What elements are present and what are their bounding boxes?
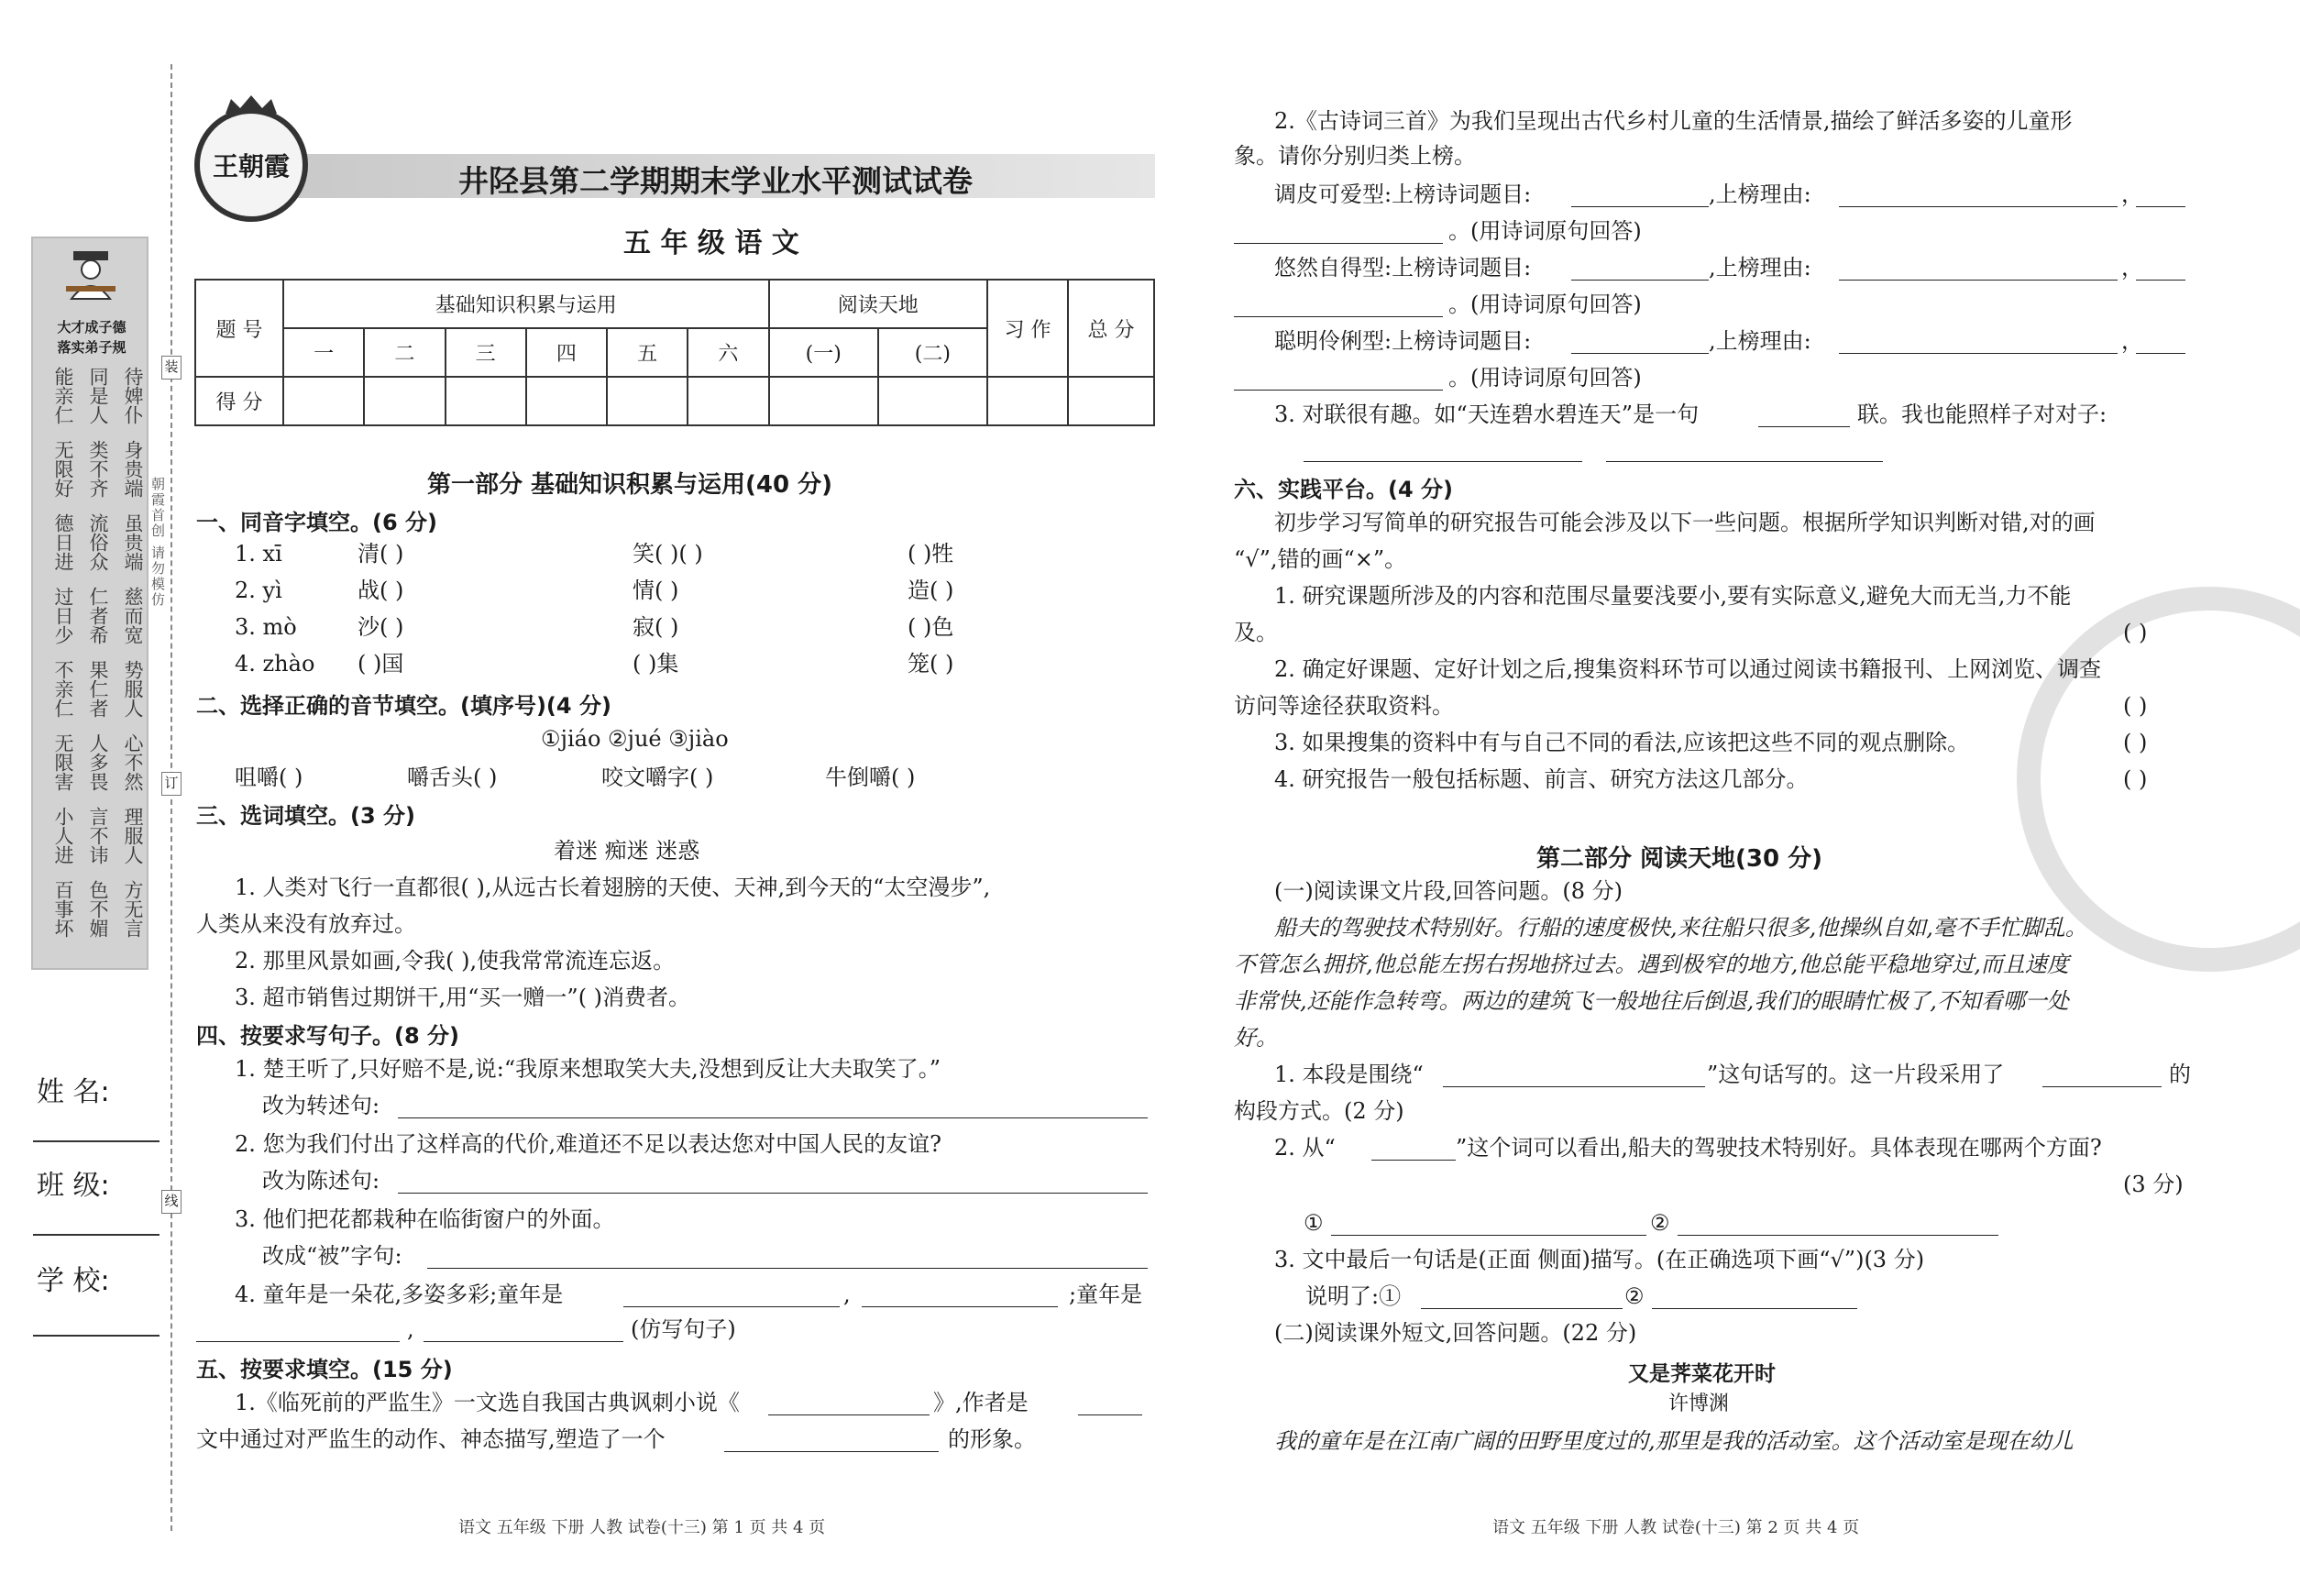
rank-comma: ， [2121, 328, 2143, 354]
rank-reason-answer-3[interactable] [1234, 367, 1443, 391]
q4-item-4-note: (仿写句子) [631, 1316, 736, 1342]
q4-answer-4a[interactable] [623, 1283, 840, 1307]
reading2-title: (二)阅读课外短文,回答问题。(22 分) [1274, 1320, 1637, 1346]
sidebar-verse-fragment: 同是人 [87, 367, 109, 424]
rank-note: 。(用诗词原句回答) [1448, 218, 1642, 244]
q5-item-3b: 联。我也能照样子对对子: [1857, 402, 2107, 427]
q3-words: 着迷 痴迷 迷惑 [554, 838, 700, 864]
q3-item-1b: 人类从来没有放弃过。 [196, 911, 416, 937]
sidebar-verse-fragment: 百事坏 [52, 880, 74, 938]
reading1-q2b: ”这个词可以看出,船夫的驾驶技术特别好。具体表现在哪两个方面? [1456, 1135, 2102, 1161]
school-label: 学 校: [37, 1265, 110, 1297]
publisher-logo [194, 108, 308, 222]
page-footer-1: 语文 五年级 下册 人教 试卷(十三) 第 1 页 共 4 页 [458, 1518, 826, 1537]
q4-item-3: 3. 他们把花都栽种在临街窗户的外面。 [235, 1206, 615, 1232]
score-cell[interactable] [878, 377, 987, 425]
class-label: 班 级: [37, 1170, 110, 1202]
q4-comma: , [843, 1282, 851, 1307]
q4-item-3-prompt: 改成“被”字句: [262, 1243, 402, 1269]
reading1-q3-circle-2: ② [1624, 1283, 1645, 1309]
score-table [194, 279, 1155, 426]
page-footer-2: 语文 五年级 下册 人教 试卷(十三) 第 2 页 共 4 页 [1492, 1518, 1860, 1537]
score-header-tihao: 题 号 [195, 280, 283, 377]
sidebar-verse-fragment: 势服人 [122, 660, 144, 718]
crown-icon [224, 95, 279, 116]
q1-blank-item[interactable]: 寂( ) [633, 614, 679, 640]
rank-note: 。(用诗词原句回答) [1448, 292, 1642, 317]
sidebar-verse-fragment: 待婢仆 [122, 367, 144, 424]
rank-reason-answer-3[interactable] [1234, 220, 1443, 244]
score-cell[interactable] [446, 377, 526, 425]
q6-item-2: 2. 确定好课题、定好计划之后,搜集资料环节可以通过阅读书籍报刊、上网浏览、调查 [1274, 656, 2102, 682]
q5-item-2b: 象。请你分别归类上榜。 [1234, 143, 1476, 169]
q1-blank-item[interactable]: 情( ) [633, 578, 679, 603]
score-col: 一 [283, 328, 364, 377]
q2-item-2[interactable]: 嚼舌头( ) [407, 765, 498, 790]
reading1-para-1: 船夫的驾驶技术特别好。行船的速度极快,来往船只很多,他操纵自如,毫不手忙脚乱。 [1274, 915, 2087, 941]
reading1-q1-answer-a[interactable] [1443, 1063, 1705, 1087]
sidebar-verse-fragment: 仁者希 [87, 587, 109, 644]
reading1-q3-answer-1[interactable] [1421, 1285, 1623, 1309]
q3-item-3[interactable]: 3. 超市销售过期饼干,用“买一赠一”( )消费者。 [235, 985, 691, 1010]
rank-reason-answer-2[interactable] [2136, 183, 2185, 207]
reading1-q1d: 构段方式。(2 分) [1234, 1098, 1404, 1124]
sidebar-verse-fragment: 德日进 [52, 513, 74, 571]
part2-heading: 第二部分 阅读天地(30 分) [1536, 845, 1823, 873]
q6-answer-2[interactable]: ( ) [2123, 693, 2148, 719]
reading1-q2-answer[interactable] [1371, 1137, 1456, 1161]
rank-title-answer[interactable] [1571, 257, 1709, 281]
q1-blank-item[interactable]: 造( ) [908, 578, 954, 603]
story-para-1: 我的童年是在江南广阔的田野里度过的,那里是我的活动室。这个活动室是现在幼儿 [1274, 1428, 2074, 1454]
score-row-label: 得 分 [195, 377, 283, 425]
score-col: 三 [446, 328, 526, 377]
q2-item-3[interactable]: 咬文嚼字( ) [601, 765, 714, 790]
q4-title: 四、按要求写句子。(8 分) [196, 1023, 459, 1049]
q1-blank-item[interactable]: 清( ) [358, 541, 404, 567]
sidebar-verse-fragment: 过日少 [52, 587, 74, 644]
q1-pinyin: 4. zhào [235, 651, 315, 677]
q4-item-1: 1. 楚王听了,只好赔不是,说:“我原来想取笑大夫,没想到反让大夫取笑了。” [235, 1056, 941, 1082]
q2-item-4[interactable]: 牛倒嚼( ) [825, 765, 916, 790]
q5-book-answer[interactable] [768, 1392, 930, 1415]
q4-comma-2: , [407, 1316, 414, 1342]
rank-comma: ， [2121, 255, 2143, 281]
sidebar-verse-fragment: 果仁者 [87, 660, 109, 718]
sidebar-verse-fragment: 无限害 [52, 733, 74, 791]
scholar-figure-icon [64, 246, 117, 301]
name-field[interactable] [33, 1140, 160, 1142]
rank-reason-label: ,上榜理由: [1709, 182, 1811, 207]
binding-seal-1: 装 [161, 356, 182, 380]
score-col: 六 [688, 328, 768, 377]
score-cell[interactable] [688, 377, 768, 425]
reading1-para-2: 不管怎么拥挤,他总能左拐右拐地挤过去。遇到极窄的地方,他总能平稳地穿过,而且速度 [1234, 952, 2069, 977]
q4-answer-2[interactable] [398, 1170, 1148, 1194]
q6-answer-4[interactable]: ( ) [2123, 766, 2148, 792]
sidebar-motto-2: 落实弟子规 [57, 339, 127, 356]
rank-label: 悠然自得型:上榜诗词题目: [1274, 255, 1532, 281]
q1-blank-item[interactable]: ( )集 [633, 651, 679, 677]
q4-item-2: 2. 您为我们付出了这样高的代价,难道还不足以表达您对中国人民的友谊? [235, 1131, 942, 1157]
q5-image-answer[interactable] [724, 1428, 939, 1452]
class-field[interactable] [33, 1234, 160, 1236]
name-label: 姓 名: [37, 1076, 110, 1108]
sidebar-verse-fragment: 不亲仁 [52, 660, 74, 718]
binding-cut-line [171, 64, 172, 1531]
q1-pinyin: 2. yì [235, 578, 282, 603]
rank-label: 聪明伶俐型:上榜诗词题目: [1274, 328, 1532, 354]
binding-seal-2: 订 [161, 772, 182, 796]
exam-subtitle: 五 年 级 语 文 [623, 227, 799, 259]
sidebar-motto-panel [31, 237, 149, 970]
reading1-q3: 3. 文中最后一句话是(正面 侧面)描写。(在正确选项下画“√”)(3 分) [1274, 1247, 1925, 1272]
reading1-para-4: 好。 [1234, 1025, 1278, 1051]
score-col: 五 [607, 328, 688, 377]
q5-item-2: 2.《古诗词三首》为我们呈现出古代乡村儿童的生活情景,描绘了鲜活多姿的儿童形 [1274, 108, 2073, 134]
q1-blank-item[interactable]: ( )色 [908, 614, 954, 640]
q4-answer-1[interactable] [398, 1095, 1148, 1118]
q6-answer-3[interactable]: ( ) [2123, 730, 2148, 755]
q2-title: 二、选择正确的音节填空。(填序号)(4 分) [196, 693, 611, 719]
q1-blank-item[interactable]: 笼( ) [908, 651, 954, 677]
exam-title: 井陉县第二学期期末学业水平测试试卷 [458, 163, 973, 199]
q3-item-1[interactable]: 1. 人类对飞行一直都很( ),从远古长着翅膀的天使、天神,到今天的“太空漫步”, [235, 875, 991, 900]
q4-answer-3[interactable] [427, 1245, 1148, 1269]
rank-reason-label: ,上榜理由: [1709, 328, 1811, 354]
q4-item-4: 4. 童年是一朵花,多姿多彩;童年是 [235, 1282, 564, 1307]
q4-answer-4c[interactable] [196, 1318, 400, 1342]
q6-item-3: 3. 如果搜集的资料中有与自己不同的看法,应该把这些不同的观点删除。 [1274, 730, 1970, 755]
q5-item-1d: 的形象。 [948, 1426, 1036, 1452]
q4-item-1-prompt: 改为转述句: [262, 1093, 380, 1118]
score-header-xizuo: 习 作 [987, 280, 1068, 377]
rank-note: 。(用诗词原句回答) [1448, 365, 1642, 391]
score-col: (二) [878, 328, 987, 377]
rank-reason-label: ,上榜理由: [1709, 255, 1811, 281]
score-cell[interactable] [987, 377, 1068, 425]
reading1-q2-answer-2[interactable] [1678, 1212, 1998, 1236]
reading1-q1c: 的 [2169, 1062, 2191, 1087]
score-header-total: 总 分 [1068, 280, 1154, 377]
q1-blank-item[interactable]: 沙( ) [358, 614, 404, 640]
score-header-group2: 阅读天地 [769, 280, 987, 328]
q2-item-1[interactable]: 咀嚼( ) [235, 765, 303, 790]
score-cell[interactable] [607, 377, 688, 425]
sidebar-verse-fragment: 言不讳 [87, 807, 109, 864]
reading1-q1-answer-b[interactable] [2042, 1063, 2162, 1087]
sidebar-verse-fragment: 人多畏 [87, 733, 109, 791]
sidebar-motto-1: 大才成子德 [57, 319, 127, 336]
score-cell[interactable] [769, 377, 878, 425]
reading1-para-3: 非常快,还能作急转弯。两边的建筑飞一般地往后倒退,我们的眼睛忙极了,不知看哪一处 [1234, 988, 2069, 1014]
sidebar-verse-fragment: 流俗众 [87, 513, 109, 571]
q4-item-2-prompt: 改为陈述句: [262, 1168, 380, 1194]
q2-options: ①jiáo ②jué ③jiào [541, 726, 729, 752]
q3-item-2[interactable]: 2. 那里风景如画,令我( ),使我常常流连忘返。 [235, 948, 676, 974]
rank-reason-answer-2[interactable] [2136, 257, 2185, 281]
sidebar-verse-fragment: 小人进 [52, 807, 74, 864]
sidebar-verse-fragment: 能亲仁 [52, 367, 74, 424]
q5-author-answer[interactable] [1078, 1392, 1142, 1415]
story-author: 许博渊 [1668, 1392, 1730, 1415]
q6-item-1: 1. 研究课题所涉及的内容和范围尽量要浅要小,要有实际意义,避免大而无当,力不能 [1274, 583, 2072, 609]
rank-title-answer[interactable] [1571, 330, 1709, 354]
score-cell[interactable] [283, 377, 364, 425]
q1-blank-item[interactable]: 战( ) [358, 578, 404, 603]
q6-title: 六、实践平台。(4 分) [1234, 477, 1453, 502]
rank-reason-answer-2[interactable] [2136, 330, 2185, 354]
rank-reason-answer-3[interactable] [1234, 293, 1443, 317]
couplet-answer-2[interactable] [1606, 438, 1883, 462]
sidebar-verse-fragment: 慈而宽 [122, 587, 144, 644]
school-field[interactable] [33, 1335, 160, 1337]
q1-title: 一、同音字填空。(6 分) [196, 510, 437, 535]
rank-title-answer[interactable] [1571, 183, 1709, 207]
reading1-q1: 1. 本段是围绕“ [1274, 1062, 1424, 1087]
q6-intro-2: “√”,错的画“×”。 [1234, 546, 1407, 572]
q5-item-1c: 文中通过对严监生的动作、神态描写,塑造了一个 [196, 1426, 666, 1452]
sidebar-verse-fragment: 方无言 [122, 880, 144, 938]
sidebar-verse-fragment: 身贵端 [122, 440, 144, 498]
sidebar-verse-fragment: 理服人 [122, 807, 144, 864]
reading1-q3-answer-2[interactable] [1652, 1285, 1857, 1309]
reading1-q2-circle-2: ② [1650, 1210, 1670, 1236]
sidebar-verse-fragment: 类不齐 [87, 440, 109, 498]
q1-blank-item[interactable]: 笑( )( ) [633, 541, 703, 567]
reading1-q3b: 说明了:① [1305, 1283, 1402, 1309]
q6-item-1b: 及。 [1234, 620, 1278, 645]
q4-item-4-end: ;童年是 [1069, 1282, 1143, 1307]
sidebar-verse-fragment: 虽贵端 [122, 513, 144, 571]
rank-label: 调皮可爱型:上榜诗词题目: [1274, 182, 1532, 207]
reading1-q2-score: (3 分) [2123, 1172, 2184, 1197]
q5-title: 五、按要求填空。(15 分) [196, 1357, 453, 1382]
q5-item-3: 3. 对联很有趣。如“天连碧水碧连天”是一句 [1274, 402, 1700, 427]
q4-answer-4d[interactable] [424, 1318, 623, 1342]
score-cell[interactable] [1068, 377, 1154, 425]
q6-item-4: 4. 研究报告一般包括标题、前言、研究方法这几部分。 [1274, 766, 1809, 792]
sidebar-verse-fragment: 色不媚 [87, 880, 109, 938]
couplet-type-answer[interactable] [1758, 403, 1850, 427]
q1-pinyin: 1. xī [235, 541, 282, 567]
rank-comma: ， [2121, 182, 2143, 207]
q6-intro: 初步学习写简单的研究报告可能会涉及以下一些问题。根据所学知识判断对错,对的画 [1274, 510, 2096, 535]
reading1-q1b: ”这句话写的。这一片段采用了 [1707, 1062, 2005, 1087]
story-title: 又是荠菜花开时 [1628, 1362, 1776, 1386]
sidebar-verse-grid [33, 367, 147, 963]
rank-reason-answer[interactable] [1839, 257, 2118, 281]
rank-reason-answer[interactable] [1839, 183, 2118, 207]
score-cell[interactable] [364, 377, 445, 425]
rank-reason-answer[interactable] [1839, 330, 2118, 354]
sidebar-vertical-note: 朝霞首创 请勿模仿 [149, 477, 166, 608]
reading1-title: (一)阅读课文片段,回答问题。(8 分) [1274, 878, 1623, 904]
q6-answer-1[interactable]: ( ) [2123, 620, 2148, 645]
score-col: 二 [364, 328, 445, 377]
q6-item-2b: 访问等途径获取资料。 [1234, 693, 1454, 719]
couplet-answer-1[interactable] [1304, 438, 1582, 462]
sidebar-verse-fragment: 无限好 [52, 440, 74, 498]
reading1-q2: 2. 从“ [1274, 1135, 1336, 1161]
part1-heading: 第一部分 基础知识积累与运用(40 分) [427, 471, 833, 499]
q5-item-1: 1.《临死前的严监生》一文选自我国古典讽刺小说《 [235, 1390, 740, 1415]
q1-blank-item[interactable]: ( )国 [358, 651, 404, 677]
q5-item-1b: 》,作者是 [933, 1390, 1029, 1415]
q1-blank-item[interactable]: ( )牲 [908, 541, 954, 567]
score-cell[interactable] [526, 377, 607, 425]
score-col: (一) [769, 328, 878, 377]
reading1-q2-circle-1: ① [1304, 1210, 1324, 1236]
q4-answer-4b[interactable] [862, 1283, 1058, 1307]
score-header-group1: 基础知识积累与运用 [283, 280, 769, 328]
logo-text: 王朝霞 [212, 151, 290, 182]
q1-pinyin: 3. mò [235, 614, 297, 640]
q3-title: 三、选词填空。(3 分) [196, 803, 415, 829]
binding-seal-3: 线 [161, 1190, 182, 1214]
sidebar-verse-fragment: 心不然 [122, 733, 144, 791]
score-col: 四 [526, 328, 607, 377]
reading1-q2-answer-1[interactable] [1331, 1212, 1646, 1236]
